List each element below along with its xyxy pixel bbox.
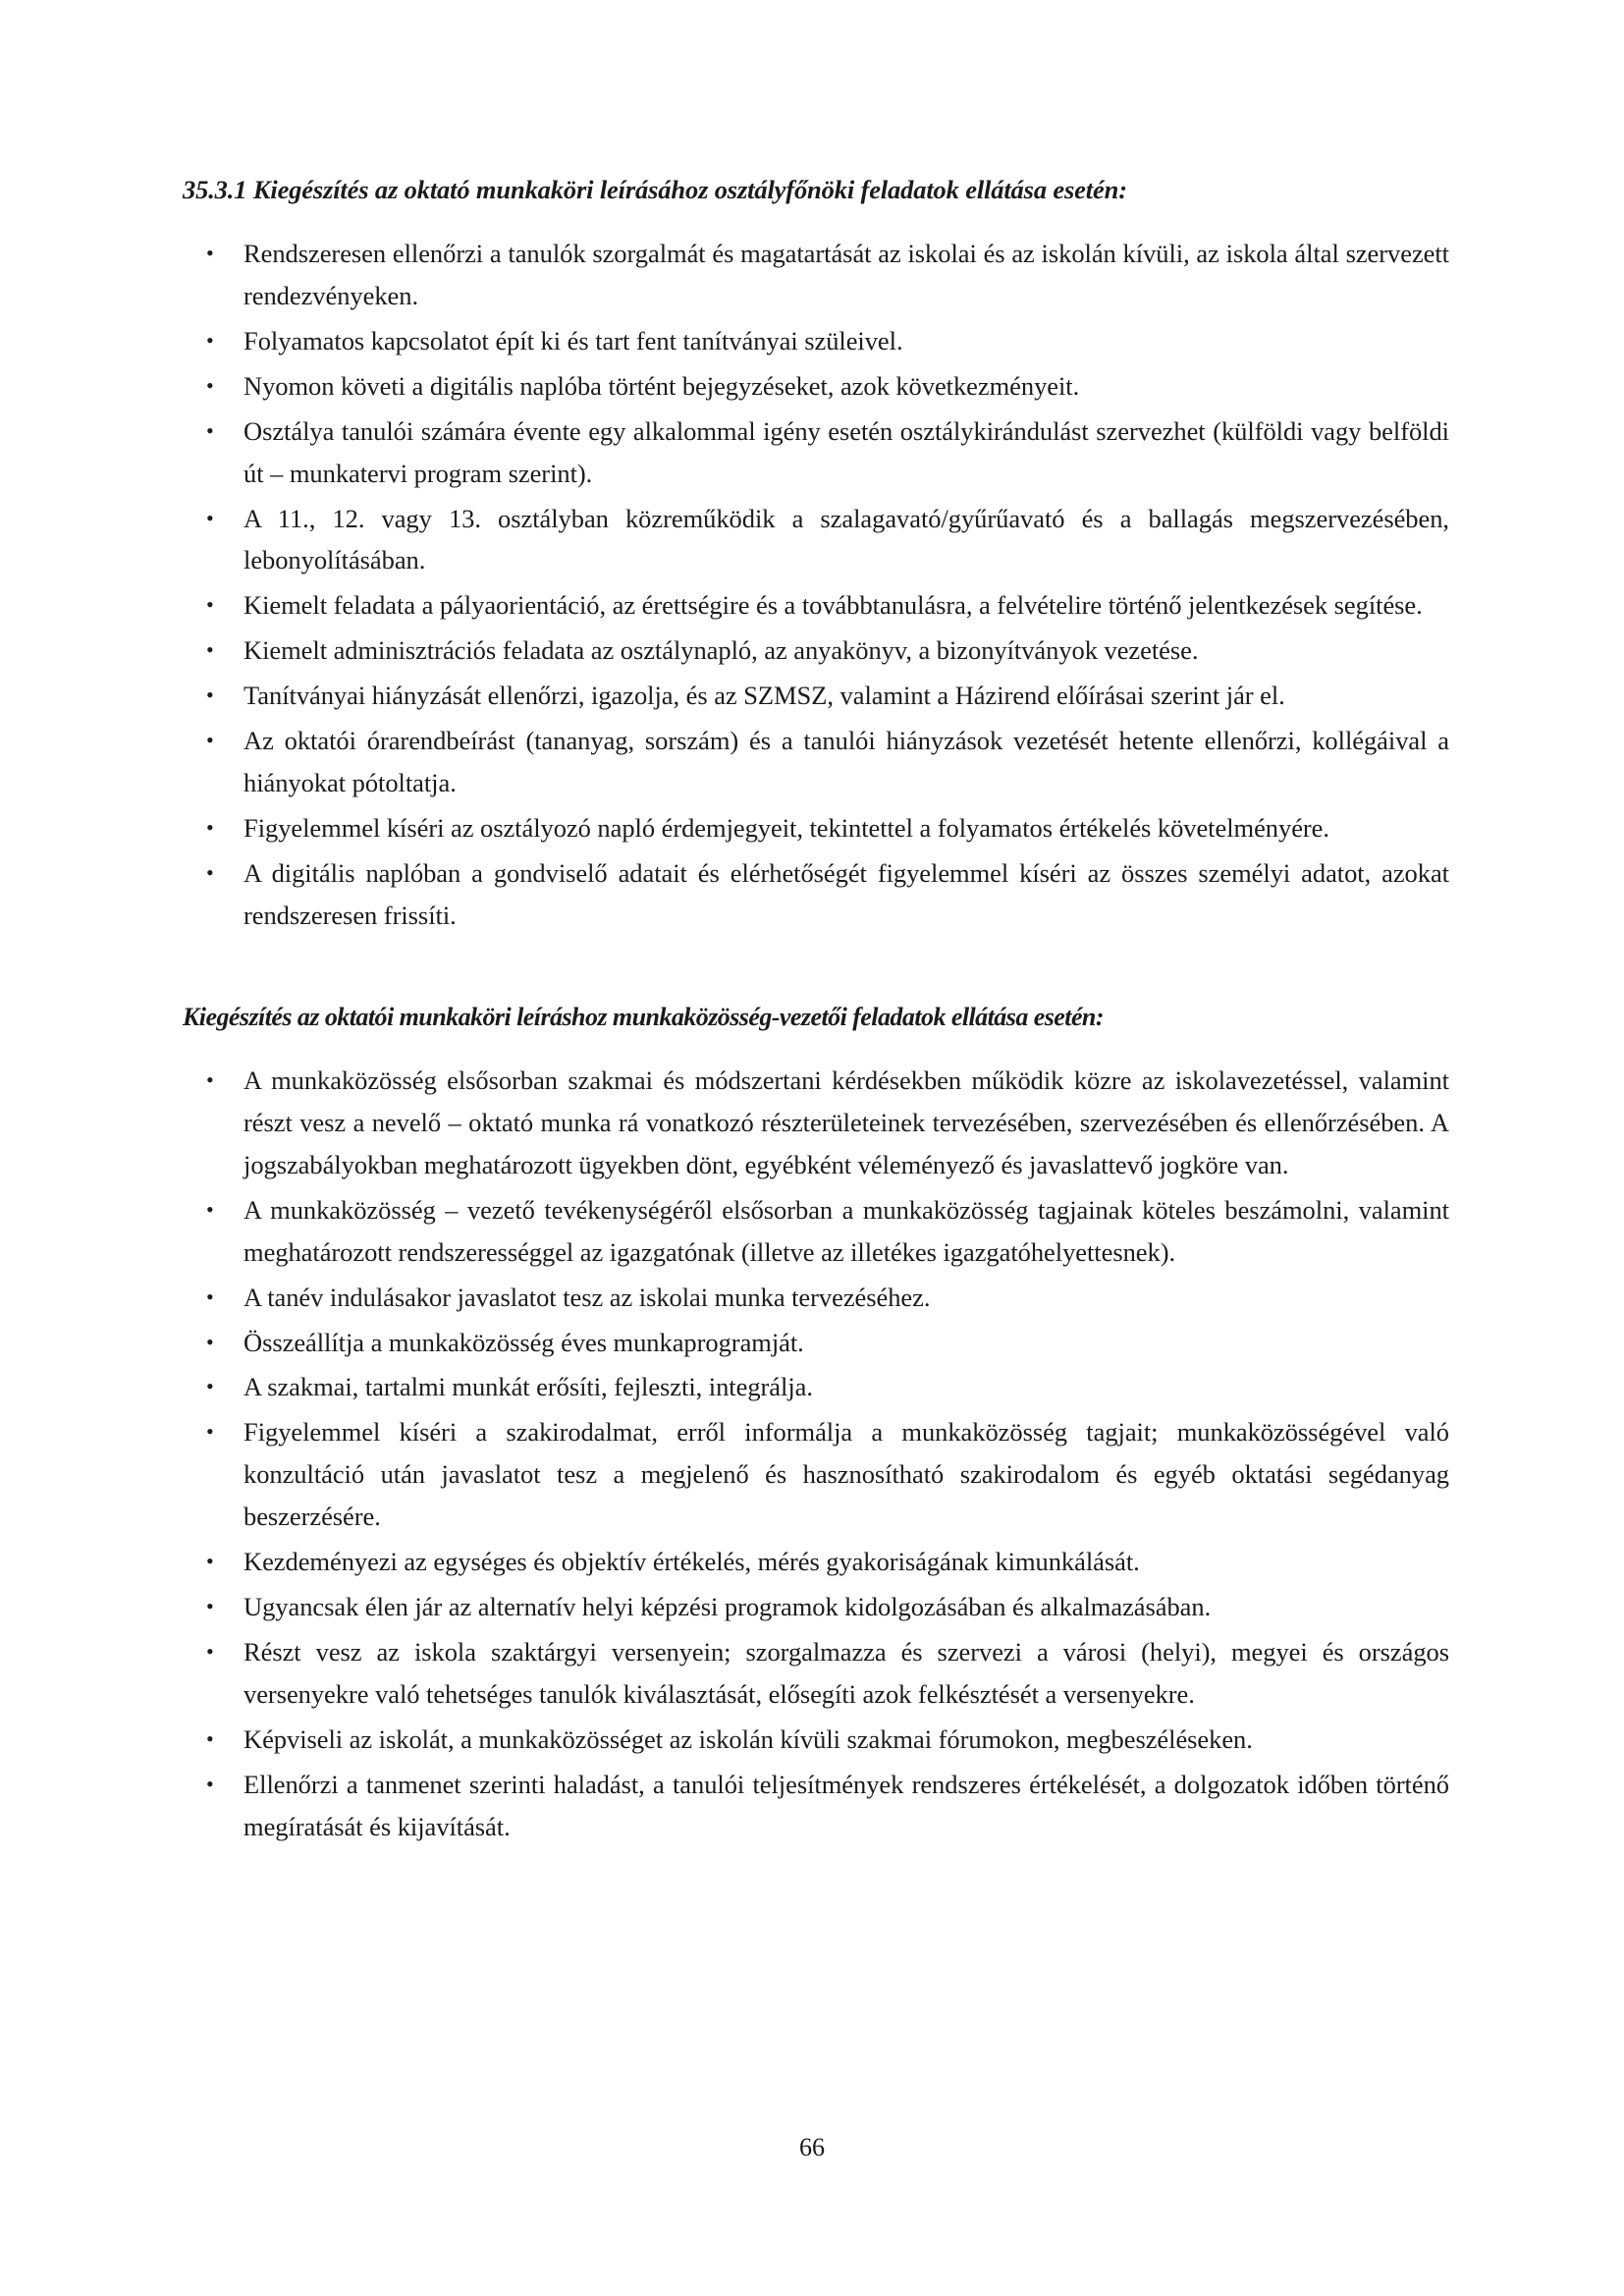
list-item: • Figyelemmel kíséri a szakirodalmat, erről informálja a munkaközösség tagjait; munkaközösségével való konzultáció után javaslatot tesz a megjelenő és hasznosítható szakirodalom és egyéb oktatási segédanyag beszerzésére. [183, 1411, 1449, 1538]
list-item: • A szakmai, tartalmi munkát erősíti, fejleszti, integrálja. [183, 1366, 1449, 1408]
list-item: • Nyomon követi a digitális naplóba történt bejegyzéseket, azok következményeit. [183, 365, 1449, 408]
list-item: • Kiemelt feladata a pályaorientáció, az érettségire és a továbbtanulásra, a felvételire történő jelentkezések segítése. [183, 584, 1449, 627]
list-item: • Rendszeresen ellenőrzi a tanulók szorgalmát és magatartását az iskolai és az iskolán kívüli, az iskola által szervezett rendezvényeken. [183, 233, 1449, 317]
list-item: • Osztálya tanulói számára évente egy alkalommal igény esetén osztálykirándulást szervezhet (külföldi vagy belföldi út – munkatervi program szerint). [183, 410, 1449, 495]
list-item: • Képviseli az iskolát, a munkaközösséget az iskolán kívüli szakmai fórumokon, megbeszéléseken. [183, 1719, 1449, 1761]
section-munkakozosseg-vezetoi [183, 1001, 1449, 1848]
list-item: • Az oktatói órarendbeírást (tananyag, sorszám) és a tanulói hiányzások vezetését hetente ellenőrzi, kollégáival a hiányokat pótoltatja. [183, 720, 1449, 804]
list-item: • Ellenőrzi a tanmenet szerinti haladást, a tanulói teljesítmények rendszeres értékelését, a dolgozatok időben történő megíratását és kijavítását. [183, 1764, 1449, 1848]
list-item: • Kiemelt adminisztrációs feladata az osztálynapló, az anyakönyv, a bizonyítványok vezetése. [183, 629, 1449, 672]
section-heading-osztalyfonoki: 35.3.1 Kiegészítés az oktató munkaköri leírásához osztályfőnöki feladatok ellátása esetén: [183, 175, 1127, 204]
list-item: • A munkaközösség – vezető tevékenységéről elsősorban a munkaközösség tagjainak köteles beszámolni, valamint meghatározott rendszerességgel az igazgatónak (illetve az illetékes igazgatóhelyettesnek). [183, 1189, 1449, 1274]
list-item: • A digitális naplóban a gondviselő adatait és elérhetőségét figyelemmel kíséri az összes személyi adatot, azokat rendszeresen frissíti. [183, 852, 1449, 937]
list-item: • Tanítványai hiányzását ellenőrzi, igazolja, és az SZMSZ, valamint a Házirend előírásai szerint jár el. [183, 675, 1449, 717]
list-item: • Ugyancsak élen jár az alternatív helyi képzési programok kidolgozásában és alkalmazásában. [183, 1586, 1449, 1628]
list-item: • Folyamatos kapcsolatot épít ki és tart fent tanítványai szüleivel. [183, 320, 1449, 362]
list-item: • Összeállítja a munkaközösség éves munkaprogramját. [183, 1322, 1449, 1364]
bullet-list-osztalyfonoki [183, 233, 1449, 937]
list-item: • A 11., 12. vagy 13. osztályban közreműködik a szalagavató/gyűrűavató és a ballagás megszervezésében, lebonyolításában. [183, 498, 1449, 582]
list-item: • A munkaközösség elsősorban szakmai és módszertani kérdésekben működik közre az iskolavezetéssel, valamint részt vesz a nevelő – oktató munka rá vonatkozó részterületeinek tervezésében, szervezésében és ellenőrzésében. A jogszabályokban meghatározott ügyekben dönt, egyébként véleményező és javaslattevő jogköre van. [183, 1060, 1449, 1186]
list-item: • Kezdeményezi az egységes és objektív értékelés, mérés gyakoriságának kimunkálását. [183, 1541, 1449, 1583]
page-number: 66 [799, 2133, 825, 2161]
page-content [183, 173, 1449, 1851]
bullet-list-munkakozosseg-vezetoi [183, 1060, 1449, 1848]
section-spacer [183, 940, 1449, 1001]
list-item: • Részt vesz az iskola szaktárgyi versenyein; szorgalmazza és szervezi a városi (helyi), megyei és országos versenyekre való tehetséges tanulók kiválasztását, elősegíti azok felkésztését a versenyekre. [183, 1631, 1449, 1716]
list-item: • Figyelemmel kíséri az osztályozó napló érdemjegyeit, tekintettel a folyamatos értékelés követelményére. [183, 807, 1449, 849]
section-heading-munkakozosseg-vezetoi: Kiegészítés az oktatói munkaköri leíráshoz munkaközösség-vezetői feladatok ellátása esetén: [183, 1002, 1104, 1031]
section-osztalyfonoki [183, 173, 1449, 937]
list-item: • A tanév indulásakor javaslatot tesz az iskolai munka tervezéséhez. [183, 1277, 1449, 1319]
